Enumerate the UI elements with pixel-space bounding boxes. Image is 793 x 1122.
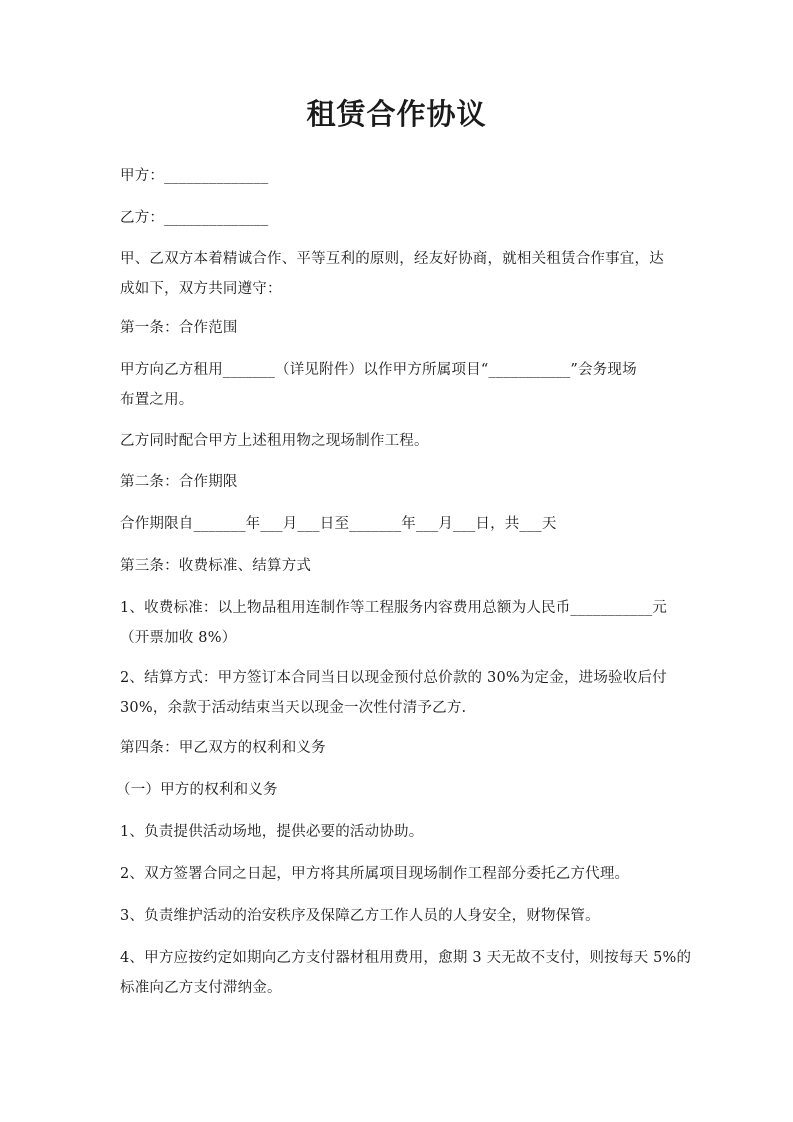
party-b-line: 乙方：______________ xyxy=(120,210,269,226)
article4-heading: 第四条：甲乙双方的权利和义务 xyxy=(120,740,326,756)
article1-paragraph-2: 乙方同时配合甲方上述租用物之现场制作工程。 xyxy=(120,433,429,449)
article1-p1-line-1: 甲方向乙方租用_______（详见附件）以作甲方所属项目“___________”会务现场 xyxy=(120,362,637,378)
article2-heading: 第二条：合作期限 xyxy=(120,474,238,490)
article4-item4-line-1: 4、甲方应按约定如期向乙方支付器材租用费用，愈期 3 天无故不支付，则按每天 5%的 xyxy=(120,950,692,966)
article3-item1-line-2: （开票加收 8%） xyxy=(120,630,237,646)
article3-heading: 第三条：收费标准、结算方式 xyxy=(120,558,312,574)
article4-item-1: 1、负责提供活动场地，提供必要的活动协助。 xyxy=(120,824,424,840)
article4-item4-line-2: 标准向乙方支付滞纳金。 xyxy=(120,980,282,996)
article3-item-2 xyxy=(120,663,680,723)
intro-paragraph xyxy=(120,244,680,304)
article1-p1-line-2: 布置之用。 xyxy=(120,392,194,408)
article3-item-1 xyxy=(120,593,680,653)
article1-paragraph-1 xyxy=(120,355,680,415)
article4-subheading-party-a: （一）甲方的权利和义务 xyxy=(116,782,278,798)
intro-line-1: 甲、乙双方本着精诚合作、平等互利的原则，经友好协商，就相关租赁合作事宜，达 xyxy=(120,251,664,267)
article3-item2-line-2: 30%，余款于活动结束当天以现金一次性付清予乙方. xyxy=(120,700,467,716)
article3-item2-line-1: 2、结算方式：甲方签订本合同当日以现金预付总价款的 30%为定金，进场验收后付 xyxy=(120,670,667,686)
document-title: 租赁合作协议 xyxy=(306,97,487,131)
article2-term-line: 合作期限自_______年___月___日至_______年___月___日，共___天 xyxy=(120,516,557,532)
article4-item-4 xyxy=(120,943,692,1003)
intro-line-2: 成如下，双方共同遵守： xyxy=(120,281,282,297)
article4-item-2: 2、双方签署合同之日起，甲方将其所属项目现场制作工程部分委托乙方代理。 xyxy=(120,866,630,882)
article1-heading: 第一条：合作范围 xyxy=(120,320,238,336)
party-a-line: 甲方：______________ xyxy=(120,168,269,184)
article3-item1-line-1: 1、收费标准：以上物品租用连制作等工程服务内容费用总额为人民币___________元 xyxy=(120,600,668,616)
article4-item-3: 3、负责维护活动的治安秩序及保障乙方工作人员的人身安全，财物保管。 xyxy=(120,908,600,924)
